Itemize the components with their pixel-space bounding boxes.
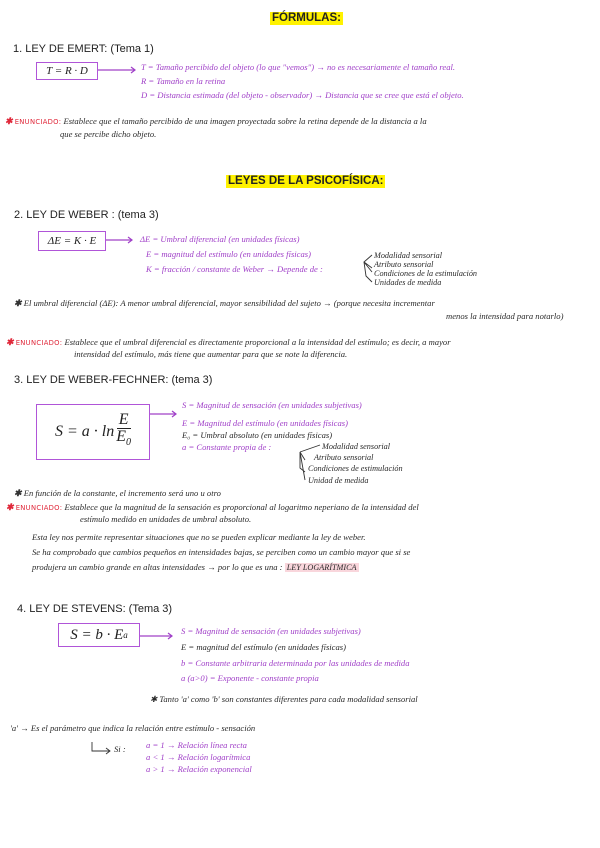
stevens-line-1: S = Magnitud de sensación (en unidades subjetivas)	[181, 626, 361, 636]
page-title: FÓRMULAS:	[272, 12, 341, 24]
weber-depends-1: Modalidad sensorial	[374, 251, 443, 260]
fechner-extra-1: Esta ley nos permite representar situaciones que no se pueden explicar mediante la ley de weber.	[32, 532, 366, 542]
section-heading-emert: 1. LEY DE EMERT: (Tema 1)	[13, 43, 154, 55]
section-heading-weber: 2. LEY DE WEBER : (tema 3)	[14, 209, 159, 221]
fechner-depends-1: Modalidad sensorial	[322, 442, 391, 451]
stevens-case-3: a > 1 → Relación exponencial	[146, 764, 252, 774]
stevens-si: Si :	[114, 744, 126, 754]
stevens-line-3: b = Constante arbitraria determinada por las unidades de medida	[181, 658, 410, 668]
brace-weber	[364, 255, 372, 282]
emert-line-1: T = Tamaño percibido del objeto (lo que "vemos") → no es necesariamente el tamaño real.	[141, 62, 456, 72]
formula-weber: ΔE = K · E	[38, 231, 106, 251]
stevens-case-2: a < 1 → Relación logarítmica	[146, 752, 251, 762]
fechner-line-4: a = Constante propia de :	[182, 442, 272, 452]
emert-enunciado: ✱ ENUNCIADO: Establece que el tamaño percibido de una imagen proyectada sobre la retina depende de la distancia a la	[5, 116, 427, 126]
fechner-extra-2: Se ha comprobado que cambios pequeños en intensidades bajas, se perciben como un cambio mayor que si se	[32, 547, 411, 557]
stevens-line-2: E = magnitud del estímulo (en unidades físicas)	[181, 642, 347, 652]
fechner-depends-4: Unidad de medida	[308, 476, 369, 485]
fechner-enunciado: ✱ ENUNCIADO: Establece que la magnitud de la sensación es proporcional al logaritmo neperiano de la intensidad del	[6, 502, 419, 512]
formula-emert: T = R · D	[36, 62, 98, 80]
fechner-line-3: E₀ = Umbral absoluto (en unidades físicas)	[182, 430, 333, 440]
asterisk-icon: ✱	[150, 694, 158, 704]
asterisk-icon: ✱	[6, 502, 14, 512]
fechner-depends-3: Condiciones de estimulación	[308, 464, 403, 473]
emert-enunciado-2: que se percibe dicho objeto.	[60, 129, 157, 139]
asterisk-icon: ✱	[6, 337, 14, 347]
weber-note: ✱ El umbral diferencial (ΔE): A menor umbral diferencial, mayor sensibilidad del sujeto → (porque necesita incrementar	[14, 298, 435, 308]
fechner-note: ✱ En función de la constante, el incremento será uno u otro	[14, 488, 221, 498]
weber-depends-3: Condiciones de la estimulación	[374, 269, 478, 278]
asterisk-icon: ✱	[14, 488, 22, 498]
fechner-line-2: E = Magnitud del estímulo (en unidades físicas)	[182, 418, 348, 428]
si-hook	[92, 742, 110, 751]
formula-fechner: S = a · ln $\frac{E}{E_0}$	[36, 404, 150, 460]
fechner-line-1: S = Magnitud de sensación (en unidades subjetivas)	[182, 400, 362, 410]
asterisk-icon: ✱	[14, 298, 22, 308]
stevens-param: 'a' → Es el parámetro que indica la relación entre estímulo - sensación	[10, 723, 256, 733]
weber-depends-4: Unidades de medida	[374, 278, 442, 287]
emert-line-3: D = Distancia estimada (del objeto - observador) → Distancia que se cree que está el objeto.	[141, 90, 464, 100]
asterisk-icon: ✱	[5, 116, 13, 126]
weber-note-2: menos la intensidad para notarlo)	[446, 311, 564, 321]
section-heading-fechner: 3. LEY DE WEBER-FECHNER: (tema 3)	[14, 374, 213, 386]
formula-stevens: S = b · E a	[58, 623, 140, 647]
stevens-note: ✱ Tanto 'a' como 'b' son constantes diferentes para cada modalidad sensorial	[150, 694, 418, 704]
stevens-line-4: a (a>0) = Exponente - constante propia	[181, 673, 319, 683]
highlight-ley-logaritmica: LEY LOGARÍTMICA	[286, 563, 357, 572]
fechner-extra-3: produjera un cambio grande en altas intensidades → por lo que es una : LEY LOGARÍTMICA	[32, 562, 357, 572]
weber-line-3: K = fracción / constante de Weber → Depende de :	[146, 264, 323, 274]
section-heading-stevens: 4. LEY DE STEVENS: (Tema 3)	[17, 603, 173, 615]
weber-line-2: E = magnitud del estímulo (en unidades físicas)	[146, 249, 312, 259]
stevens-case-1: a = 1 → Relación línea recta	[146, 740, 247, 750]
psicofisica-title: LEYES DE LA PSICOFÍSICA:	[228, 175, 384, 187]
emert-line-2: R = Tamaño en la retina	[141, 76, 226, 86]
weber-line-1: ΔE = Umbral diferencial (en unidades físicas)	[140, 234, 300, 244]
weber-enunciado-2: intensidad del estímulo, más tiene que aumentar para que se note la diferencia.	[74, 349, 348, 359]
weber-depends-2: Atributo sensorial	[374, 260, 434, 269]
fechner-depends-2: Atributo sensorial	[314, 453, 374, 462]
weber-enunciado: ✱ ENUNCIADO: Establece que el umbral diferencial es directamente proporcional a la intensidad del estímulo; es decir, a mayor	[6, 337, 451, 347]
fechner-enunciado-2: estímulo medido en unidades de umbral absoluto.	[80, 514, 252, 524]
